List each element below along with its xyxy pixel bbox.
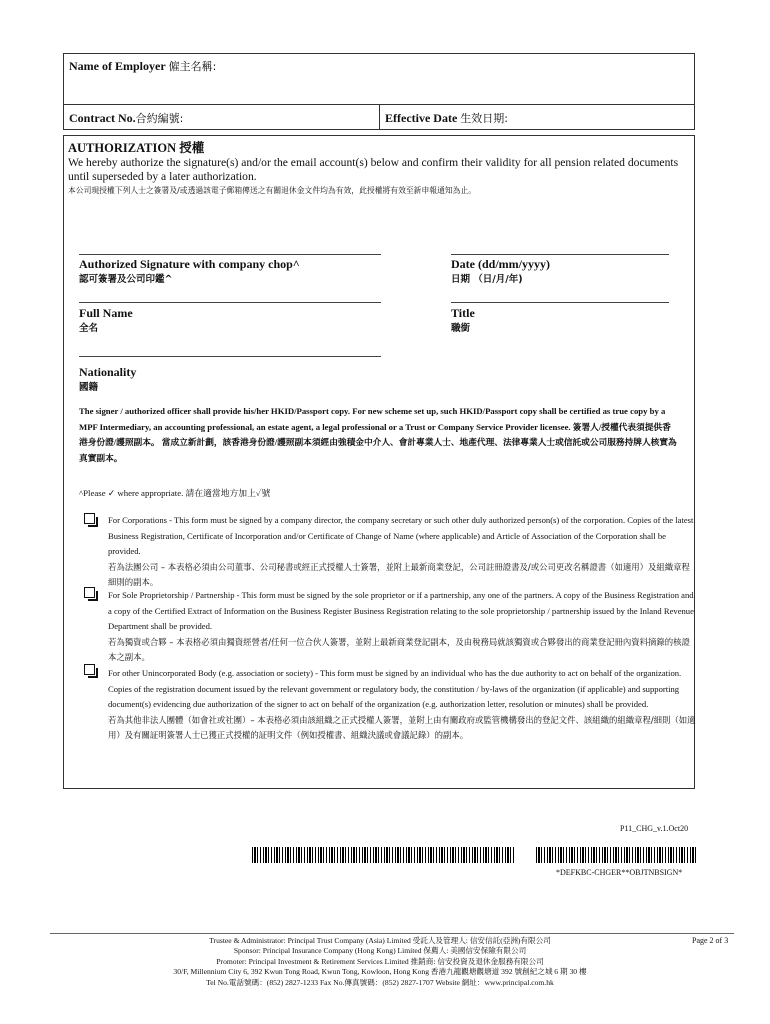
fullname-line bbox=[79, 302, 381, 303]
option-sole-proprietorship-en: For Sole Proprietorship / Partnership - This form must be signed by the sole proprietor or if a partnership, any one of the partners. A copy of the Business Registration and a copy of the Certified Extract of Information on the Business Register Business Registration relating to the sole proprietorship / partnership issued by the Inland Revenue Department shall be provided. bbox=[108, 590, 694, 631]
contract-label: Contract No. bbox=[69, 111, 136, 125]
option-unincorporated-body bbox=[108, 666, 698, 744]
contract-box bbox=[63, 104, 380, 130]
effective-date-label: Effective Date bbox=[385, 111, 458, 125]
page-number: Page 2 of 3 bbox=[692, 936, 729, 945]
fullname-label-zh: 全名 bbox=[79, 323, 99, 334]
nationality-label-zh: 國籍 bbox=[79, 382, 99, 393]
nationality-label: Nationality bbox=[79, 365, 137, 379]
checkbox-unincorporated-body[interactable] bbox=[84, 664, 95, 675]
title-line bbox=[451, 302, 669, 303]
authorization-text-en: We hereby authorize the signature(s) and/or the email account(s) below and confirm their validity for all pension related documents until superseded by a later authorization. bbox=[68, 156, 679, 183]
option-unincorporated-body-en: For other Unincorporated Body (e.g. association or society) - This form must be signed by an individual who has the due authority to act on behalf of the organization. Copies of the registration document issued by the relevant government or regulatory body, the constitution / by-laws of the organization (if applicable) and supporting document(s) evidencing due authorization of the signer to act on behalf of the organization (e.g. authorization letter, resolution or minutes) shall be provided. bbox=[108, 668, 682, 709]
authorization-title: AUTHORIZATION 授權 bbox=[68, 141, 205, 155]
effective-date-box bbox=[379, 104, 695, 130]
signature-line bbox=[79, 254, 381, 255]
option-unincorporated-body-zh: 若為其他非法人團體（如會社或社團）– 本表格必須由該組織之正式授權人簽署，並附上由有關政府或監管機構發出的登記文件、該組織的組織章程/細則（如適用）及有關証明簽署人士已獲正式授權的証明文件（例如授權書、組織決議或會議記錄）的副本。 bbox=[108, 714, 696, 740]
employer-box bbox=[63, 53, 695, 105]
title-label-zh: 職銜 bbox=[451, 323, 471, 334]
signature-label-zh: 認可簽署及公司印鑑^ bbox=[79, 274, 173, 285]
option-sole-proprietorship-zh: 若為獨資或合夥 – 本表格必須由獨資經營者/任何一位合伙人簽署，並附上最新商業登記副本，及由稅務局就該獨資或合夥發出的商業登記冊內資料摘錄的核證本之副本。 bbox=[108, 636, 690, 662]
barcode-text: *DEFKBC-CHGER**OBJTNBSIGN* bbox=[556, 868, 683, 877]
footer-address: 30/F, Millennium City 6, 392 Kwun Tong Road, Kwun Tong, Kowloon, Hong Kong 香港九龍觀塘觀塘道 392 號創紀之城 6 期 30 樓 bbox=[173, 967, 587, 976]
date-label-zh: 日期 （日/月/年) bbox=[451, 274, 523, 285]
barcode-right bbox=[536, 847, 696, 863]
footer-trustee: Trustee & Administrator: Principal Trust Company (Asia) Limited 受託人及管理人: 信安信託(亞洲)有限公司 bbox=[209, 936, 551, 945]
fullname-label: Full Name bbox=[79, 306, 133, 320]
employer-label: Name of Employer bbox=[69, 59, 166, 73]
footer-rule bbox=[50, 933, 734, 934]
please-tick-note: ^Please ✓ where appropriate. 請在適當地方加上✓號 bbox=[79, 488, 271, 498]
authorization-text-zh: 本公司現授權下列人士之簽署及/或透過該電子郵箱傳送之有關退休金文件均為有效，此授權將有效至新申報通知為止。 bbox=[68, 186, 477, 195]
title-label: Title bbox=[451, 306, 475, 320]
footer-promoter: Promoter: Principal Investment & Retirement Services Limited 推銷商: 信安投資及退休金服務有限公司 bbox=[216, 957, 544, 966]
footer-contact: Tel No.電話號碼：(852) 2827-1233 Fax No.傳真號碼：(852) 2827-1707 Website 網址：www.principal.com.hk bbox=[206, 978, 554, 987]
barcode-left bbox=[252, 847, 514, 863]
form-code: P11_CHG_v.1.Oct20 bbox=[620, 824, 689, 833]
employer-label-zh: 僱主名稱: bbox=[168, 60, 217, 73]
footer-sponsor: Sponsor: Principal Insurance Company (Hong Kong) Limited 保薦人: 美國信安保險有限公司 bbox=[233, 946, 527, 955]
signature-label: Authorized Signature with company chop^ bbox=[79, 257, 300, 271]
contract-label-zh: 合約編號: bbox=[135, 112, 184, 125]
checkbox-sole-proprietorship[interactable] bbox=[84, 587, 95, 598]
option-corporations-zh: 若為法團公司 – 本表格必須由公司董事、公司秘書或經正式授權人士簽署，並附上最新商業登記，公司註冊證書及/或公司更改名稱證書（如適用）及組織章程細則的副本。 bbox=[108, 561, 690, 587]
effective-date-label-zh: 生效日期: bbox=[460, 112, 509, 125]
employer-label-group bbox=[69, 58, 216, 74]
option-corporations-en: For Corporations - This form must be signed by a company director, the company secretary or such other duly authorized person(s) of the corporation. Copies of the latest Business Registration, Certificate of Incorporation and/or Certificate of Change of Name (where applicable) and Article of Association of the Corporation shall be provided. bbox=[108, 515, 694, 556]
date-label: Date (dd/mm/yyyy) bbox=[451, 257, 550, 271]
id-copy-notice: The signer / authorized officer shall provide his/her HKID/Passport copy. For new scheme set up, such HKID/Passport copy shall be certified as true copy by a MPF Intermediary, an accounting professional, an estate agent, a legal professional or a Trust or Company Service Provider licensee. 簽署人/授權代表須提供香港身份證/護照副本。 當成立新計劃，該香港身份證/護照副本須經由強積金中介人、會計專業人士、地產代理、法律專業人士或信託或公司服務持牌人核實為真實副本。 bbox=[79, 406, 677, 463]
date-line bbox=[451, 254, 669, 255]
checkbox-corporations[interactable] bbox=[84, 513, 95, 524]
option-sole-proprietorship bbox=[108, 588, 698, 666]
nationality-line bbox=[79, 356, 381, 357]
option-corporations bbox=[108, 513, 698, 591]
